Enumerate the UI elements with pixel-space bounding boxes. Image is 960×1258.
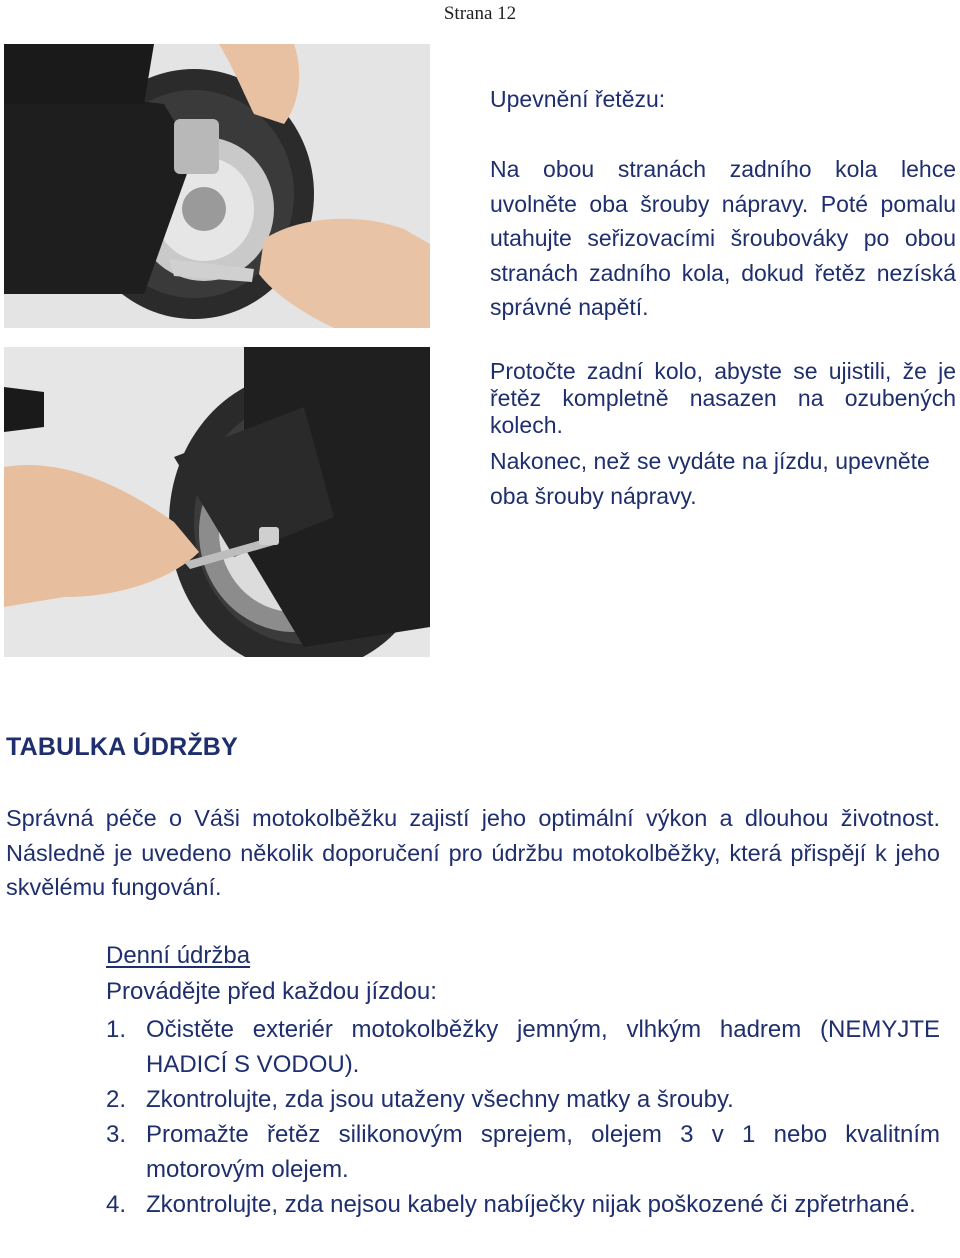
photo-axle-bolt-tightening bbox=[4, 347, 430, 657]
list-item-number: 4. bbox=[106, 1191, 127, 1218]
chain-paragraph-rotate: Protočte zadní kolo, abyste se ujistili, že je řetěz kompletně nasazen na ozubených kolech. bbox=[490, 358, 956, 438]
list-item-number: 1. bbox=[106, 1016, 127, 1043]
list-item-number: 2. bbox=[106, 1086, 127, 1113]
daily-maintenance-title: Denní údržba bbox=[106, 942, 251, 969]
daily-maintenance-subtitle: Provádějte před každou jízdou: bbox=[106, 978, 437, 1005]
list-item bbox=[106, 1012, 940, 1082]
chain-paragraph-tighten: Nakonec, než se vydáte na jízdu, upevněte oba šrouby nápravy. bbox=[490, 448, 930, 509]
daily-maintenance-list bbox=[106, 1012, 940, 1222]
list-item-number: 3. bbox=[106, 1121, 127, 1148]
list-item-text: Očistěte exteriér motokolběžky jemným, vlhkým hadrem (NEMYJTE HADICÍ S VODOU). bbox=[146, 1016, 940, 1078]
list-item-text: Zkontrolujte, zda nejsou kabely nabíječky nijak poškozené či zpřetrhané. bbox=[146, 1191, 916, 1218]
list-item bbox=[106, 1187, 940, 1222]
chain-paragraph-loosen: Na obou stranách zadního kola lehce uvolněte oba šrouby nápravy. Poté pomalu utahujte seřizovacími šroubováky po obou stranách zadního kola, dokud řetěz nezíská správné napětí. bbox=[490, 156, 956, 320]
maintenance-title: TABULKA ÚDRŽBY bbox=[6, 733, 238, 761]
list-item-text: Promažte řetěz silikonovým sprejem, olejem 3 v 1 nebo kvalitním motorovým olejem. bbox=[146, 1121, 940, 1183]
maintenance-intro: Správná péče o Váši motokolběžku zajistí jeho optimální výkon a dlouhou životnost. Následně je uvedeno několik doporučení pro údržbu motokolběžky, která přispějí k jeho skvělému fungování. bbox=[6, 805, 940, 900]
chain-heading: Upevnění řetězu: bbox=[490, 86, 666, 112]
photo-rear-wheel-adjustment bbox=[4, 44, 430, 328]
list-item bbox=[106, 1082, 940, 1117]
list-item bbox=[106, 1117, 940, 1187]
list-item-text: Zkontrolujte, zda jsou utaženy všechny matky a šrouby. bbox=[146, 1086, 734, 1113]
page-number: Strana 12 bbox=[443, 3, 517, 24]
